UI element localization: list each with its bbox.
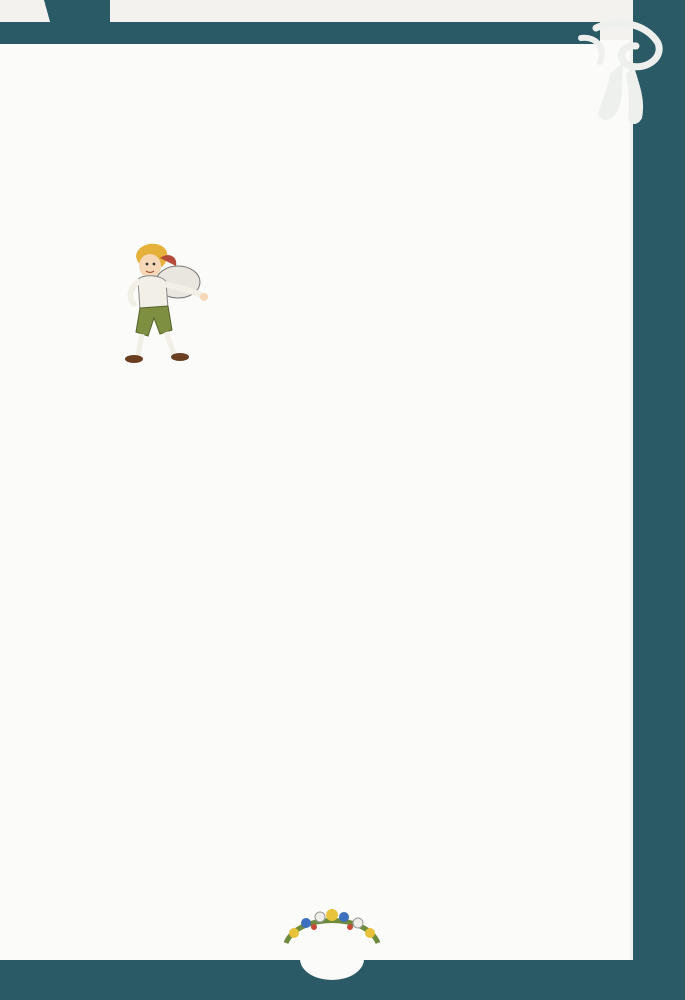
boy-with-bundle-illustration: [118, 238, 218, 373]
rope-top-border: [0, 22, 600, 44]
rope-knot-icon: [576, 18, 666, 130]
rope-right-border: [622, 120, 642, 950]
page-number: [300, 938, 364, 980]
page-panel: [0, 40, 630, 960]
